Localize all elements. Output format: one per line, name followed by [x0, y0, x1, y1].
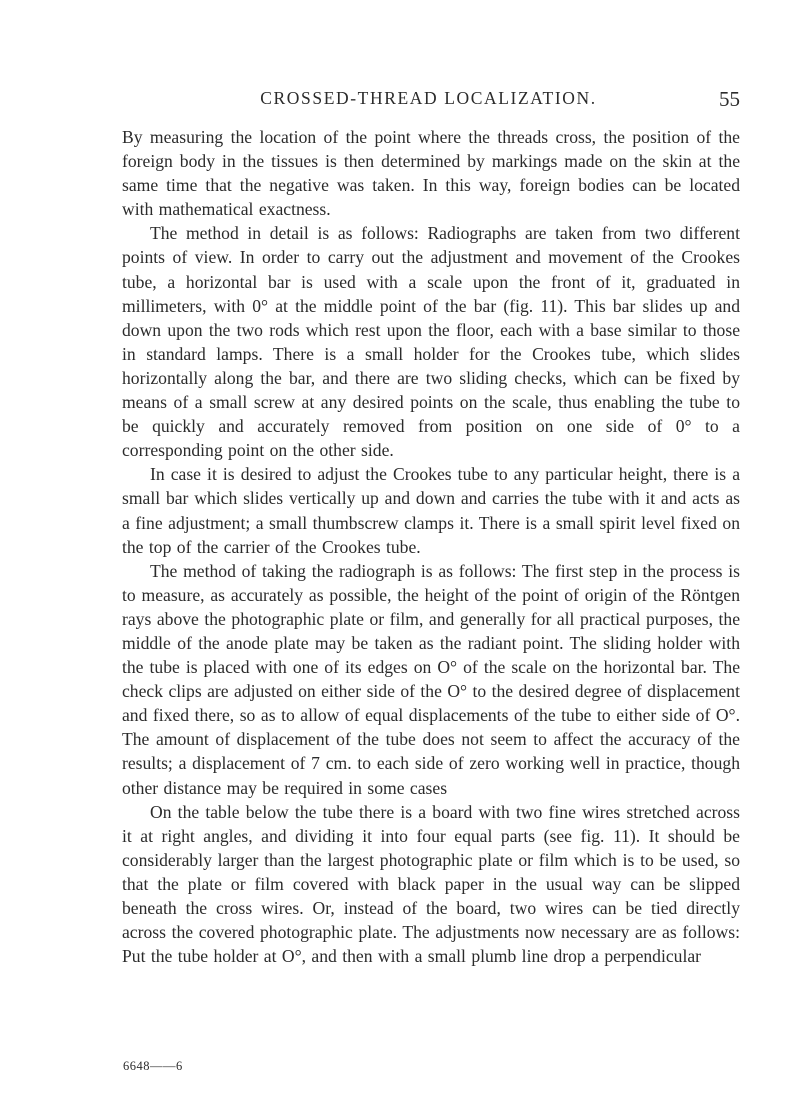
paragraph-continuation: By measuring the location of the point where the threads cross, the position of the foreign body in the tissues is then determined by markings made on the skin at the same time that the negative was taken. In this way, foreign bodies can be located with mathematical exactness.: [122, 127, 740, 220]
paragraph-height-adjustment: In case it is desired to adjust the Crookes tube to any particular height, there is a small bar which slides vertically up and down and carries the tube with it and acts as a fine adjustment; a small thumbscrew clamps it. There is a small spirit level fixed on the top of the carrier of the Crookes tube.: [122, 464, 740, 557]
paragraph-method-detail: The method in detail is as follows: Radiographs are taken from two different points of view. In order to carry out the adjustment and movement of the Crookes tube, a horizontal bar is used with a scale upon the front of it, graduated in millimeters, with 0° at the middle point of the bar (fig. 11). This bar slides up and down upon the two rods which rest upon the floor, each with a base similar to those in standard lamps. There is a small holder for the Crookes tube, which slides horizontally along the bar, and there are two sliding checks, which can be fixed by means of a small screw at any desired points on the scale, thus enabling the tube to be quickly and accurately removed from position on one side of 0° to a corresponding point on the other side.: [122, 223, 740, 461]
paragraph-taking-radiograph: The method of taking the radiograph is as follows: The first step in the process is to measure, as accurately as possible, the height of the point of origin of the Röntgen rays above the photographic plate or film, and generally for all practical purposes, the middle of the anode plate may be taken as the radiant point. The sliding holder with the tube is placed with one of its edges on O° of the scale on the horizontal bar. The check clips are adjusted on either side of the O° to the desired degree of displacement and fixed there, so as to allow of equal displacements of the tube to either side of O°. The amount of displacement of the tube does not seem to affect the accuracy of the results; a displacement of 7 cm. to each side of zero working well in practice, though other distance may be required in some cases: [122, 560, 740, 798]
body-text: [122, 125, 740, 968]
printer-signature: 6648——6: [123, 1059, 183, 1073]
running-title: CROSSED-THREAD LOCALIZATION.: [260, 88, 597, 108]
running-head: [117, 88, 740, 116]
paragraph-cross-wire-board: On the table below the tube there is a board with two fine wires stretched across it at right angles, and dividing it into four equal parts (see fig. 11). It should be considerably larger than the largest photographic plate or film which is to be used, so that the plate or film covered with black paper in the usual way can be slipped beneath the cross wires. Or, instead of the board, two wires can be tied directly across the covered photographic plate. The adjustments now necessary are as follows: Put the tube holder at O°, and then with a small plumb line drop a perpendicular: [122, 801, 740, 967]
page-number: 55: [719, 87, 740, 111]
